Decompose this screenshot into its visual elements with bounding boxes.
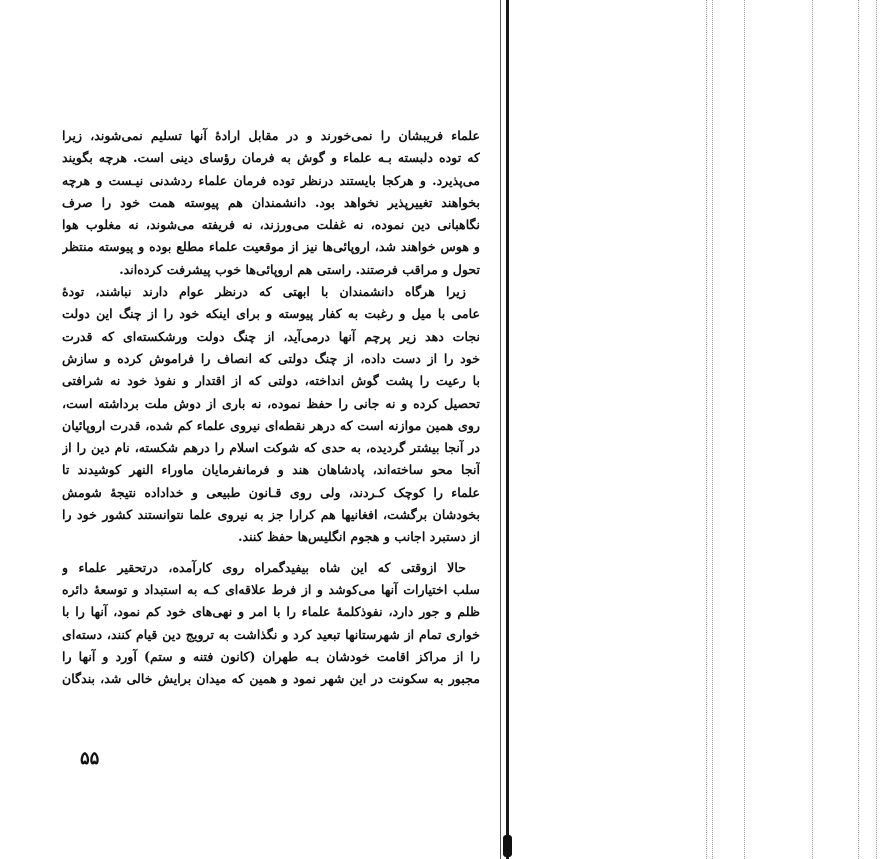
spine-edge-line	[500, 0, 501, 859]
body-text	[62, 125, 480, 690]
text-line: علماء فریبشان را نمی‌خورند و در مقابل ارادهٔ آنها تسلیم نمی‌شوند، زیرا	[62, 128, 480, 143]
page-number: ۵۵	[80, 748, 100, 769]
text-line: بخواهند تغییرپذیر نخواهد بود. دانشمندان هم پیوسته همت خود را صرف	[62, 194, 480, 210]
text-line: علماء را کوچک کـردند، ولی روی قـانون طبیعی و خداداده نتیجهٔ شومش	[62, 484, 480, 500]
text-line: مجبور به سکونت در این شهر نمود و همین که میدان برایش خالی شد، بندگان	[62, 671, 480, 687]
page-edge-dotted-line	[744, 0, 745, 859]
page-edge-dotted-line	[706, 0, 707, 859]
text-line: خواری تمام از شهرستانها تبعید کرد و نگذاشت به ترویج دین قیام کنند، دسته‌ای	[62, 626, 480, 642]
text-line: ظلم و جور دارد، نفوذکلمهٔ علماء را با امر و نهی‌های خود کم نمود، آنها را با	[62, 604, 480, 620]
text-line: از دستبرد اجانب و هجوم انگلیس‌ها حفظ کنند.	[238, 529, 480, 545]
page-edge-dotted-line	[712, 0, 713, 859]
text-line: و هوس خواهند شد، اروپائی‌ها نیز از موقعیت علماء مطلع بوده و پیوسته منتظر	[62, 239, 480, 255]
page-edge-dotted-line	[858, 0, 859, 859]
text-line: حالا ازوقتی که این شاه بیفیدگمراه روی کارآمده، درتحقیر علماء و	[62, 559, 466, 575]
text-line: آنجا محو ساخته‌اند، پادشاهان هند و فرمانفرمایان ماوراء النهر کوشیدند تا	[62, 462, 480, 478]
text-line: زیرا هرگاه دانشمندان با ابهتی که درنظر عوام دارند نباشند، تودهٔ	[62, 284, 466, 300]
text-line: روی همین موازنه است که درهر نقطه‌ای نیروی علماء کم شده، قدرت اروپائیان	[62, 417, 480, 433]
text-line: عامی با میل و رغبت به کفار پیوسته و برای اینکه خود را از چنگ این دولت	[62, 306, 480, 322]
text-line: با رعیت را پشت گوش انداخته، دولتی که از اقتدار و نفوذ خود نه شرافتی	[62, 373, 480, 389]
spine-shadow-line	[506, 0, 509, 859]
spine-dark-mark	[503, 835, 512, 857]
page-edge-dotted-line	[812, 0, 813, 859]
text-line: نجات دهد زیر پرچم آنها درمی‌آید، از چنگ دولت ورشکسته‌ای که قدرت	[62, 328, 480, 344]
text-line: که توده دلبسته بـه علماء و گوش به فرمان رؤسای دینی است. هرچه بگویند	[62, 150, 480, 166]
book-spine	[500, 0, 514, 859]
paragraph-gap	[62, 549, 480, 557]
page-edge-dotted-line	[876, 0, 877, 859]
text-line: را از مراکز اقامت خودشان بـه طهران (کانون فتنه و ستم) آورد و آنها را	[62, 648, 480, 664]
text-line: در آنجا بیشتر گردیده، به حدی که شوکت اسلام را درهم شکسته، نام دین را از	[62, 440, 480, 456]
text-line: تحول و مراقب فرصتند. راستی هم اروپائی‌ها خوب پیشرفت کرده‌اند.	[119, 261, 480, 277]
text-line: نگاهبانی دین نموده، نه غفلت می‌ورزند، نه فریفته می‌شوند، نه مغلوب هوا	[62, 217, 480, 233]
text-line: بخودشان برگشت، افغانیها هم کرارا جز به نیروی علما نتوانستند کشور خود را	[62, 507, 480, 523]
text-line: سلب اختیارات آنها می‌کوشد و از فرط علاقه‌ای کـه به استبداد و توسعهٔ دائره	[62, 581, 480, 597]
text-line: می‌پذیرد. و هرکجا بایستند درنظر توده فرمان علماء ردشدنی نیـست و هرچه	[62, 172, 480, 188]
text-line: تحصیل کرده و نه جانی را حفظ نموده، نه باری از دوش ملت برداشته است،	[62, 395, 480, 411]
text-line: خود را از دست داده، از چنگ دولتی که انصاف را فراموش کرده و سازش	[62, 350, 480, 366]
